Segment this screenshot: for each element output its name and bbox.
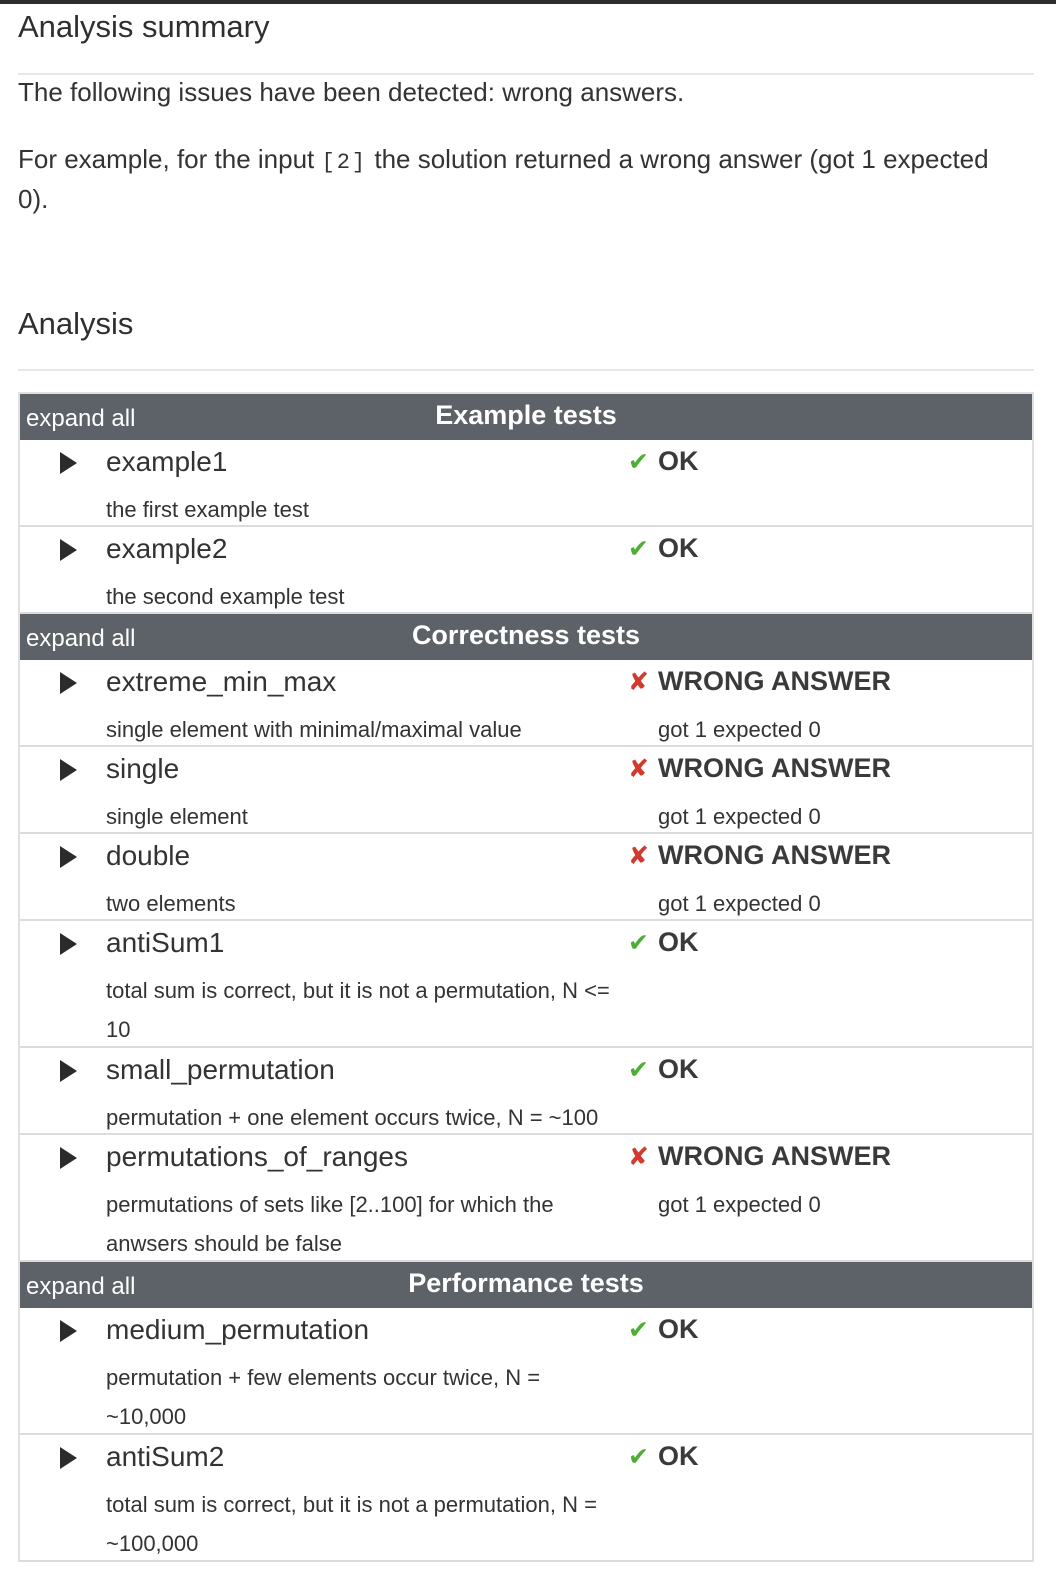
test-row — [20, 921, 1032, 1048]
test-row — [20, 747, 1032, 834]
status-label: OK — [658, 1441, 699, 1471]
test-status — [628, 927, 699, 958]
test-row — [20, 1308, 1032, 1435]
test-row — [20, 1048, 1032, 1135]
test-row — [20, 440, 1032, 527]
test-name: example1 — [106, 446, 228, 477]
test-description: permutation + few elements occur twice, N = ~10,000 — [106, 1365, 541, 1429]
status-label: WRONG ANSWER — [658, 840, 891, 870]
test-description: the second example test — [106, 584, 345, 609]
test-row — [20, 527, 1032, 614]
test-name: permutations_of_ranges — [106, 1141, 408, 1172]
group-title: Performance tests — [408, 1268, 644, 1298]
status-label: OK — [658, 533, 699, 563]
test-description: the first example test — [106, 497, 309, 522]
status-detail: got 1 expected 0 — [658, 1192, 821, 1217]
group-header — [20, 394, 1032, 440]
group-header — [20, 1262, 1032, 1308]
test-status — [628, 840, 891, 871]
example-suffix: the solution returned a wrong answer (got 1 expected 0). — [18, 144, 989, 214]
test-description: permutation + one element occurs twice, N = ~100 — [106, 1105, 599, 1130]
group-title: Example tests — [435, 400, 617, 430]
test-name: single — [106, 753, 180, 784]
cross-icon: ✘ — [628, 755, 649, 783]
test-description: single element with minimal/maximal value — [106, 717, 522, 742]
test-name: example2 — [106, 533, 228, 564]
expand-arrow-icon[interactable] — [60, 1060, 77, 1082]
expand-all-link[interactable]: expand all — [26, 625, 136, 652]
cross-icon: ✘ — [628, 668, 649, 696]
status-label: WRONG ANSWER — [658, 753, 891, 783]
divider — [18, 73, 1034, 75]
check-icon: ✔ — [628, 1443, 649, 1471]
expand-arrow-icon[interactable] — [60, 539, 77, 561]
check-icon: ✔ — [628, 535, 649, 563]
issues-text: The following issues have been detected: wrong answers. — [18, 77, 685, 107]
test-row — [20, 1435, 1032, 1562]
expand-all-link[interactable]: expand all — [26, 405, 136, 432]
test-name: medium_permutation — [106, 1314, 370, 1345]
check-icon: ✔ — [628, 448, 649, 476]
test-name: antiSum2 — [106, 1441, 225, 1472]
expand-arrow-icon[interactable] — [60, 933, 77, 955]
test-status — [628, 446, 699, 477]
test-name: extreme_min_max — [106, 666, 337, 697]
status-label: OK — [658, 927, 699, 957]
tests-table — [18, 392, 1034, 1562]
test-row — [20, 834, 1032, 921]
status-label: WRONG ANSWER — [658, 666, 891, 696]
expand-arrow-icon[interactable] — [60, 759, 77, 781]
divider — [18, 369, 1034, 371]
example-prefix: For example, for the input — [18, 144, 315, 174]
test-description: two elements — [106, 891, 236, 916]
test-status — [628, 533, 699, 564]
group-header — [20, 614, 1032, 660]
status-detail: got 1 expected 0 — [658, 717, 821, 742]
test-row — [20, 1135, 1032, 1262]
expand-arrow-icon[interactable] — [60, 452, 77, 474]
test-status — [628, 1314, 699, 1345]
expand-all-link[interactable]: expand all — [26, 1273, 136, 1300]
cross-icon: ✘ — [628, 842, 649, 870]
status-detail: got 1 expected 0 — [658, 804, 821, 829]
test-status — [628, 1141, 891, 1172]
test-name: double — [106, 840, 191, 871]
status-detail: got 1 expected 0 — [658, 891, 821, 916]
cross-icon: ✘ — [628, 1143, 649, 1171]
summary-title: Analysis summary — [18, 9, 270, 44]
expand-arrow-icon[interactable] — [60, 846, 77, 868]
check-icon: ✔ — [628, 1316, 649, 1344]
status-label: WRONG ANSWER — [658, 1141, 891, 1171]
test-status — [628, 1441, 699, 1472]
test-status — [628, 666, 891, 697]
test-name: antiSum1 — [106, 927, 225, 958]
test-description: total sum is correct, but it is not a permutation, N = ~100,000 — [106, 1492, 597, 1556]
check-icon: ✔ — [628, 929, 649, 957]
example-text — [18, 141, 1018, 218]
check-icon: ✔ — [628, 1056, 649, 1084]
test-description: permutations of sets like [2..100] for which the anwsers should be false — [106, 1192, 554, 1256]
example-input: [2] — [321, 150, 368, 175]
test-description: single element — [106, 804, 248, 829]
expand-arrow-icon[interactable] — [60, 1320, 77, 1342]
status-label: OK — [658, 446, 699, 476]
group-title: Correctness tests — [411, 620, 641, 650]
status-label: OK — [658, 1054, 699, 1084]
expand-arrow-icon[interactable] — [60, 672, 77, 694]
status-label: OK — [658, 1314, 699, 1344]
expand-arrow-icon[interactable] — [60, 1147, 77, 1169]
analysis-title: Analysis — [18, 306, 134, 341]
test-row — [20, 660, 1032, 747]
expand-arrow-icon[interactable] — [60, 1447, 77, 1469]
test-status — [628, 1054, 699, 1085]
test-description: total sum is correct, but it is not a permutation, N <= 10 — [106, 978, 610, 1042]
test-name: small_permutation — [106, 1054, 335, 1085]
top-border — [0, 0, 1056, 4]
test-status — [628, 753, 891, 784]
